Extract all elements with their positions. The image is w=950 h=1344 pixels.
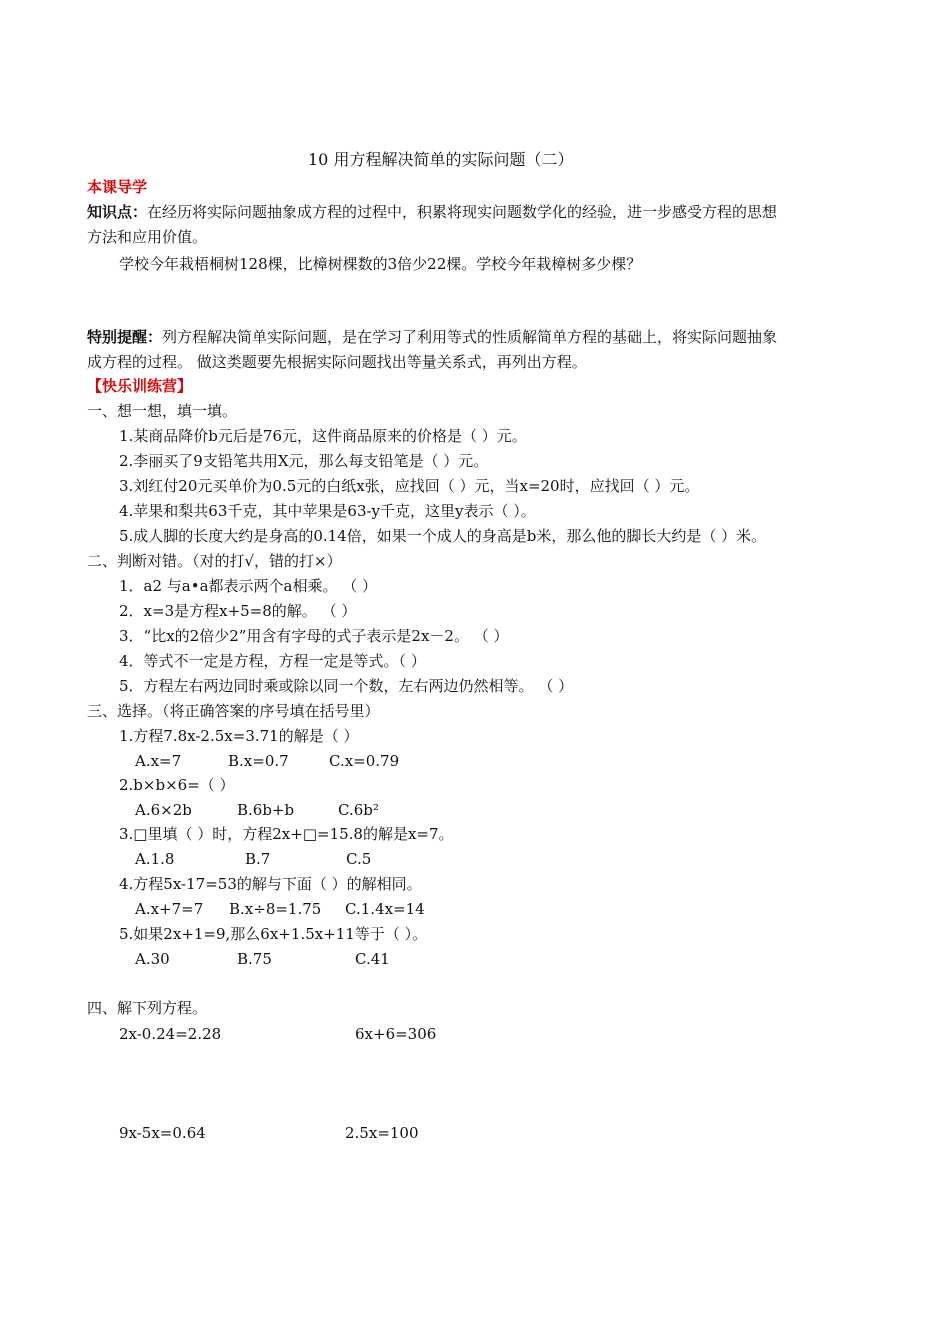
guide-heading: 本课导学: [87, 178, 148, 196]
section1-heading: 一、想一想，填一填。: [87, 402, 238, 420]
option-c: C.6b²: [338, 801, 379, 819]
section1-item: 4.苹果和梨共63千克，其中苹果是63-y千克，这里y表示（ ）。: [119, 502, 536, 520]
option-c: C.41: [355, 950, 390, 968]
option-a: A.1.8: [135, 850, 175, 868]
section3-question: 5.如果2x+1=9,那么6x+1.5x+11等于（ ）。: [119, 925, 428, 943]
option-a: A.6×2b: [135, 801, 192, 819]
equation: 2x-0.24=2.28: [119, 1025, 222, 1043]
section4-heading: 四、解下列方程。: [87, 999, 208, 1017]
section3-question: 1.方程7.8x-2.5x=3.71的解是（ ）: [119, 727, 359, 745]
section2-heading: 二、判断对错。（对的打√，错的打×）: [87, 552, 342, 570]
knowledge-text-2: 方法和应用价值。: [87, 228, 208, 246]
section2-item: 5．方程左右两边同时乘或除以同一个数，左右两边仍然相等。 （ ）: [119, 677, 574, 695]
reminder-label: 特别提醒：: [87, 328, 163, 346]
option-c: C.5: [346, 850, 372, 868]
option-c: C.x=0.79: [329, 752, 400, 770]
section1-item: 5.成人脚的长度大约是身高的0.14倍，如果一个成人的身高是b米，那么他的脚长大约是（ ）米。: [119, 527, 767, 545]
section2-item: 2．x=3是方程x+5=8的解。 （ ）: [119, 602, 357, 620]
reminder-text-1: 列方程解决简单实际问题，是在学习了利用等式的性质解简单方程的基础上，将实际问题抽象: [162, 328, 778, 346]
option-c: C.1.4x=14: [345, 900, 425, 918]
knowledge-example: 学校今年栽梧桐树128棵，比樟树棵数的3倍少22棵。学校今年栽樟树多少棵？: [119, 255, 642, 273]
equation: 9x-5x=0.64: [119, 1124, 206, 1142]
section3-heading: 三、选择。（将正确答案的序号填在括号里）: [87, 702, 380, 720]
section2-item: 1．a2 与a•a都表示两个a相乘。 （ ）: [119, 577, 378, 595]
section3-question: 4.方程5x-17=53的解与下面（ ）的解相同。: [119, 875, 422, 893]
equation: 2.5x=100: [345, 1124, 419, 1142]
option-a: A.x=7: [135, 752, 182, 770]
knowledge-text-1: 在经历将实际问题抽象成方程的过程中，积累将现实问题数学化的经验，进一步感受方程的思想: [147, 203, 778, 221]
option-b: B.7: [245, 850, 271, 868]
page-title: 10 用方程解决简单的实际问题（二）: [308, 150, 574, 169]
option-b: B.x=0.7: [228, 752, 289, 770]
equation: 6x+6=306: [355, 1025, 437, 1043]
option-b: B.75: [237, 950, 272, 968]
section1-item: 2.李丽买了9支铅笔共用X元，那么每支铅笔是（ ）元。: [119, 452, 489, 470]
section1-item: 1.某商品降价b元后是76元，这件商品原来的价格是（ ）元。: [119, 427, 527, 445]
knowledge-label: 知识点：: [87, 203, 148, 221]
section2-item: 3．“比x的2倍少2”用含有字母的式子表示是2x－2。 （ ）: [119, 627, 509, 645]
reminder-text-2: 成方程的过程。 做这类题要先根据实际问题找出等量关系式，再列出方程。: [87, 353, 587, 371]
camp-heading: 【快乐训练营】: [87, 377, 193, 395]
option-a: A.x+7=7: [135, 900, 204, 918]
section3-question: 2.b×b×6=（ ）: [119, 776, 235, 794]
reminder-line-1: [87, 327, 777, 347]
option-a: A.30: [135, 950, 170, 968]
knowledge-line-1: [87, 202, 777, 222]
option-b: B.6b+b: [237, 801, 295, 819]
section2-item: 4．等式不一定是方程，方程一定是等式。（ ）: [119, 652, 426, 670]
section3-question: 3.□里填（ ）时，方程2x+□=15.8的解是x=7。: [119, 825, 454, 843]
section1-item: 3.刘红付20元买单价为0.5元的白纸x张，应找回（ ）元，当x=20时，应找回（ ）元。: [119, 477, 700, 495]
option-b: B.x÷8=1.75: [229, 900, 322, 918]
